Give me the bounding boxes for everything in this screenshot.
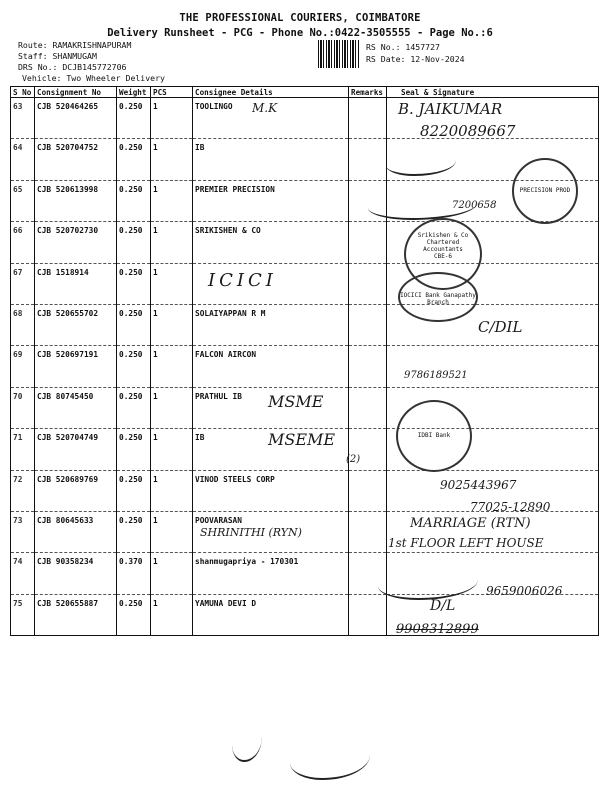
cell-remarks bbox=[349, 346, 387, 387]
cell-consignment: CJB 520655887 bbox=[35, 594, 117, 635]
cell-consignee: TOOLINGO bbox=[193, 98, 349, 139]
col-consignment: Consignment No bbox=[35, 87, 117, 98]
cell-weight: 0.250 bbox=[117, 139, 151, 180]
company-title: THE PROFESSIONAL COURIERS, COIMBATORE bbox=[179, 12, 421, 24]
table-header-row bbox=[11, 87, 599, 98]
handwritten-icici: ICICI bbox=[208, 270, 277, 291]
cell-weight: 0.250 bbox=[117, 222, 151, 263]
cell-weight: 0.370 bbox=[117, 553, 151, 594]
stamp-idbi: IDBI Bank bbox=[396, 400, 472, 472]
handwritten-mseme: MSEME bbox=[268, 430, 336, 449]
cell-sno: 64 bbox=[11, 139, 35, 180]
col-remarks: Remarks bbox=[349, 87, 387, 98]
cell-weight: 0.250 bbox=[117, 263, 151, 304]
cell-remarks bbox=[349, 470, 387, 511]
handwritten-shrinithi: SHRINITHI (RYN) bbox=[200, 526, 302, 539]
handwritten-two: (2) bbox=[346, 454, 361, 465]
handwritten-marriage: MARRIAGE (RTN) bbox=[410, 516, 531, 531]
drs-label: DRS No.: DCJB145772706 bbox=[18, 62, 127, 72]
cell-consignment: CJB 520613998 bbox=[35, 180, 117, 221]
rs-number: RS No.: 1457727 bbox=[366, 42, 440, 52]
table-row bbox=[11, 139, 599, 180]
cell-consignee: YAMUNA DEVI D bbox=[193, 594, 349, 635]
cell-sno: 75 bbox=[11, 594, 35, 635]
handwritten-floor: 1st FLOOR LEFT HOUSE bbox=[388, 536, 544, 550]
cell-remarks bbox=[349, 387, 387, 428]
table-row bbox=[11, 263, 599, 304]
col-weight: Weight bbox=[117, 87, 151, 98]
cell-consignee: SRIKISHEN & CO bbox=[193, 222, 349, 263]
cell-pcs: 1 bbox=[151, 263, 193, 304]
col-seal: Seal & Signature bbox=[387, 87, 599, 98]
table-row bbox=[11, 594, 599, 635]
cell-sno: 74 bbox=[11, 553, 35, 594]
cell-sno: 68 bbox=[11, 304, 35, 345]
cell-pcs: 1 bbox=[151, 180, 193, 221]
handwritten-phone: 8220089667 bbox=[420, 122, 516, 140]
cell-consignee: PRATHUL IB bbox=[193, 387, 349, 428]
cell-weight: 0.250 bbox=[117, 594, 151, 635]
cell-pcs: 1 bbox=[151, 553, 193, 594]
cell-consignment: CJB 520464265 bbox=[35, 98, 117, 139]
col-pcs: PCS bbox=[151, 87, 193, 98]
cell-consignment: CJB 520704752 bbox=[35, 139, 117, 180]
staff-label: Staff: SHANMUGAM bbox=[18, 51, 97, 61]
cell-remarks bbox=[349, 511, 387, 552]
cell-pcs: 1 bbox=[151, 470, 193, 511]
cell-consignee: FALCON AIRCON bbox=[193, 346, 349, 387]
cell-consignee: IB bbox=[193, 139, 349, 180]
table-row bbox=[11, 180, 599, 221]
handwritten-phone-small: 7200658 bbox=[452, 200, 497, 211]
cell-sno: 66 bbox=[11, 222, 35, 263]
cell-consignment: CJB 80645633 bbox=[35, 511, 117, 552]
stamp-bank: IOCICI Bank Ganapathy Branch bbox=[398, 272, 478, 322]
col-consignee: Consignee Details bbox=[193, 87, 349, 98]
cell-consignee: POOVARASAN bbox=[193, 511, 349, 552]
cell-remarks bbox=[349, 222, 387, 263]
cell-consignee: VINOD STEELS CORP bbox=[193, 470, 349, 511]
cell-sno: 69 bbox=[11, 346, 35, 387]
cell-pcs: 1 bbox=[151, 346, 193, 387]
cell-weight: 0.250 bbox=[117, 387, 151, 428]
cell-weight: 0.250 bbox=[117, 470, 151, 511]
cell-consignment: CJB 520655702 bbox=[35, 304, 117, 345]
cell-consignment: CJB 80745450 bbox=[35, 387, 117, 428]
cell-pcs: 1 bbox=[151, 429, 193, 470]
cell-remarks bbox=[349, 263, 387, 304]
cell-sno: 73 bbox=[11, 511, 35, 552]
cell-sno: 63 bbox=[11, 98, 35, 139]
footer-signature bbox=[290, 738, 370, 780]
cell-pcs: 1 bbox=[151, 511, 193, 552]
cell-consignment: CJB 520702730 bbox=[35, 222, 117, 263]
cell-consignment: CJB 520689769 bbox=[35, 470, 117, 511]
cell-sno: 72 bbox=[11, 470, 35, 511]
col-sno: S No bbox=[11, 87, 35, 98]
cell-weight: 0.250 bbox=[117, 511, 151, 552]
cell-weight: 0.250 bbox=[117, 346, 151, 387]
handwritten-phone6: 9908312899 bbox=[396, 622, 479, 637]
runsheet-table bbox=[10, 86, 599, 636]
handwritten-phone2: 9786189521 bbox=[404, 370, 468, 381]
handwritten-mk: M.K bbox=[252, 101, 278, 115]
cell-remarks bbox=[349, 98, 387, 139]
footer-scribble bbox=[232, 720, 262, 762]
handwritten-phone4: 77025-12890 bbox=[470, 500, 551, 514]
cell-consignment: CJB 1518914 bbox=[35, 263, 117, 304]
cell-pcs: 1 bbox=[151, 387, 193, 428]
cell-sno: 71 bbox=[11, 429, 35, 470]
cell-weight: 0.250 bbox=[117, 180, 151, 221]
cell-remarks bbox=[349, 304, 387, 345]
runsheet-subtitle: Delivery Runsheet - PCG - Phone No.:0422-3505555 - Page No.:6 bbox=[107, 27, 493, 39]
cell-sno: 70 bbox=[11, 387, 35, 428]
cell-weight: 0.250 bbox=[117, 429, 151, 470]
route-label: Route: RAMAKRISHNAPURAM bbox=[18, 40, 132, 50]
cell-sno: 65 bbox=[11, 180, 35, 221]
cell-pcs: 1 bbox=[151, 139, 193, 180]
handwritten-name: B. JAIKUMAR bbox=[398, 100, 503, 118]
rs-date: RS Date: 12-Nov-2024 bbox=[366, 54, 465, 64]
cell-weight: 0.250 bbox=[117, 98, 151, 139]
vehicle-label: Vehicle: Two Wheeler Delivery bbox=[22, 73, 165, 83]
cell-pcs: 1 bbox=[151, 304, 193, 345]
handwritten-phone3: 9025443967 bbox=[440, 478, 517, 492]
cell-consignment: CJB 520704749 bbox=[35, 429, 117, 470]
handwritten-msme: MSME bbox=[268, 392, 324, 411]
cell-sno: 67 bbox=[11, 263, 35, 304]
cell-consignee: PREMIER PRECISION bbox=[193, 180, 349, 221]
table-row bbox=[11, 222, 599, 263]
cell-pcs: 1 bbox=[151, 222, 193, 263]
barcode bbox=[318, 40, 360, 68]
cell-pcs: 1 bbox=[151, 98, 193, 139]
handwritten-phone5: 9659006026 bbox=[486, 584, 563, 598]
table-row bbox=[11, 346, 599, 387]
handwritten-cdil: C/DIL bbox=[478, 318, 523, 336]
cell-pcs: 1 bbox=[151, 594, 193, 635]
stamp-srikishen: Srikishen & Co Chartered Accountants CBE-6 bbox=[404, 218, 482, 290]
cell-consignee: shanmugapriya - 170301 bbox=[193, 553, 349, 594]
handwritten-dil: D/L bbox=[430, 598, 456, 614]
cell-weight: 0.250 bbox=[117, 304, 151, 345]
cell-remarks bbox=[349, 594, 387, 635]
stamp-precision: PRECISION PROD bbox=[512, 158, 578, 224]
cell-consignment: CJB 90358234 bbox=[35, 553, 117, 594]
cell-consignment: CJB 520697191 bbox=[35, 346, 117, 387]
cell-seal bbox=[387, 346, 599, 387]
cell-remarks bbox=[349, 139, 387, 180]
cell-consignee: IB bbox=[193, 429, 349, 470]
cell-consignee: SOLAIYAPPAN R M bbox=[193, 304, 349, 345]
